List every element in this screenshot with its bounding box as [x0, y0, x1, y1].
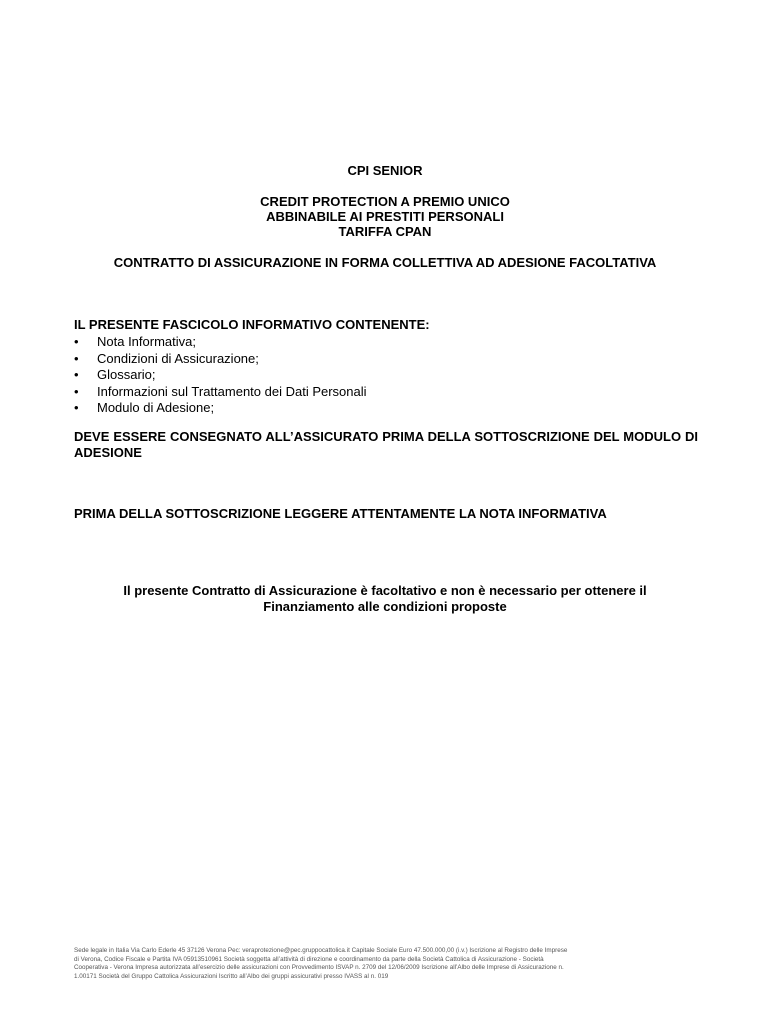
footer-line: Sede legale in Italia Via Carlo Ederle 45 37126 Verona Pec: veraprotezione@pec.gruppocattolica.it Capitale Sociale Euro 47.500.000,00 (i.v.) Iscrizione al Registro delle Imprese [74, 947, 568, 954]
read-before-signing-note: PRIMA DELLA SOTTOSCRIZIONE LEGGERE ATTENTAMENTE LA NOTA INFORMATIVA [74, 506, 607, 521]
list-item-label: Modulo di Adesione; [97, 400, 215, 416]
product-subtitle [0, 194, 770, 239]
list-item [74, 367, 367, 384]
bullet-icon: • [74, 334, 79, 349]
document-title [0, 163, 770, 178]
list-item-label: Condizioni di Assicurazione; [97, 350, 259, 366]
product-name: CPI SENIOR [347, 163, 423, 178]
contract-type-heading [0, 255, 770, 270]
bullet-icon: • [74, 350, 79, 366]
optional-contract-note [60, 583, 710, 615]
footer-line: 1.00171 Società del Gruppo Cattolica Assicurazioni Iscritto all’Albo dei gruppi assicurativi presso IVASS al n. 019 [74, 972, 389, 980]
fascicolo-list [74, 334, 367, 417]
subtitle-line: TARIFFA CPAN [338, 224, 432, 239]
list-item-label: Nota Informativa; [97, 334, 196, 349]
subtitle-line: ABBINABILE AI PRESTITI PERSONALI [266, 209, 504, 224]
bullet-icon: • [74, 383, 79, 399]
list-item [74, 400, 367, 417]
list-item-label: Informazioni sul Trattamento dei Dati Personali [97, 383, 367, 399]
list-item [74, 384, 367, 401]
list-item [74, 351, 367, 368]
contract-type-text: CONTRATTO DI ASSICURAZIONE IN FORMA COLLETTIVA AD ADESIONE FACOLTATIVA [113, 255, 657, 270]
subtitle-line: CREDIT PROTECTION A PREMIO UNICO [260, 194, 510, 209]
list-item [74, 334, 367, 351]
fascicolo-heading: IL PRESENTE FASCICOLO INFORMATIVO CONTENENTE: [74, 317, 430, 332]
footer-line: di Verona, Codice Fiscale e Partita IVA 05913510961 Società soggetta all’attività di direzione e coordinamento da parte della Società Cattolica di Assicurazione - Società [74, 955, 544, 963]
delivery-requirement-note: DEVE ESSERE CONSEGNATO ALL’ASSICURATO PRIMA DELLA SOTTOSCRIZIONE DEL MODULO DI ADESIONE [74, 429, 698, 460]
optional-note-line: Il presente Contratto di Assicurazione è facoltativo e non è necessario per ottenere il [123, 583, 647, 598]
bullet-icon: • [74, 400, 79, 416]
optional-note-line: Finanziamento alle condizioni proposte [263, 599, 507, 614]
footer-line: Cooperativa - Verona Impresa autorizzata all’esercizio delle assicurazioni con Provvedimento ISVAP n. 2709 del 12/06/2009 Iscrizione all’Albo delle Imprese di Assicurazione n. [74, 964, 564, 972]
legal-footer [74, 947, 700, 981]
bullet-icon: • [74, 367, 79, 383]
list-item-label: Glossario; [97, 367, 156, 383]
